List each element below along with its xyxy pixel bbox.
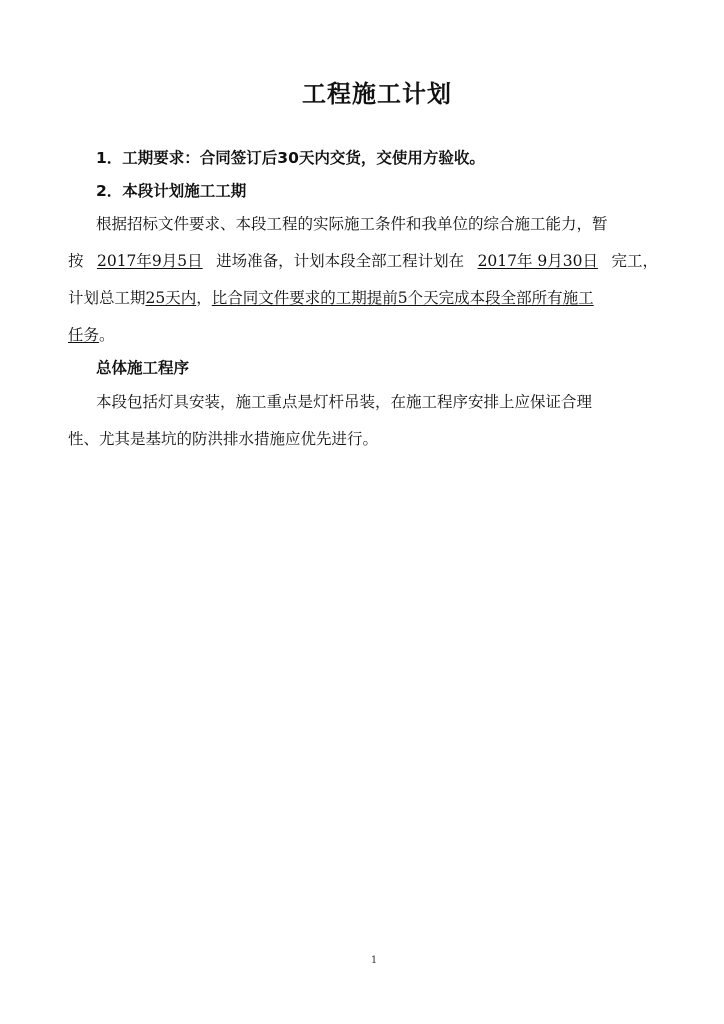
text-segment: 进场准备，计划本段全部工程计划在: [216, 252, 465, 270]
section-heading-procedure: 总体施工程序: [96, 359, 190, 377]
text-segment: 。: [99, 326, 115, 344]
paragraph-1-line-1: 根据招标文件要求、本段工程的实际施工条件和我单位的综合施工能力，暂: [96, 215, 608, 233]
start-date: 2017年9月5日: [96, 252, 203, 270]
text-segment: 完工，: [611, 252, 658, 270]
paragraph-1-line-3: [68, 288, 658, 308]
paragraph-2-line-2: 性、尤其是基坑的防洪排水措施应优先进行。: [68, 430, 379, 448]
requirement-item-1: 1．工期要求：合同签订后30天内交货，交使用方验收。: [96, 149, 485, 167]
requirement-item-2: 2．本段计划施工工期: [96, 182, 247, 200]
text-segment-underlined: 任务: [68, 326, 100, 344]
text-segment: 按: [68, 252, 84, 270]
document-title: 工程施工计划: [302, 80, 452, 108]
text-segment: 计划总工期: [68, 289, 146, 307]
paragraph-2-line-1: 本段包括灯具安装，施工重点是灯杆吊装，在施工程序安排上应保证合理: [96, 393, 593, 411]
paragraph-1-line-4: [68, 325, 668, 345]
total-duration: 25天内: [145, 289, 197, 307]
page-number: 1: [370, 955, 378, 966]
schedule-advance-note: 比合同文件要求的工期提前5个天完成本段全部所有施工: [211, 289, 594, 307]
completion-date: 2017年 9月30日: [477, 252, 599, 270]
paragraph-1-line-2: [68, 251, 658, 271]
text-segment: ，: [196, 289, 212, 307]
